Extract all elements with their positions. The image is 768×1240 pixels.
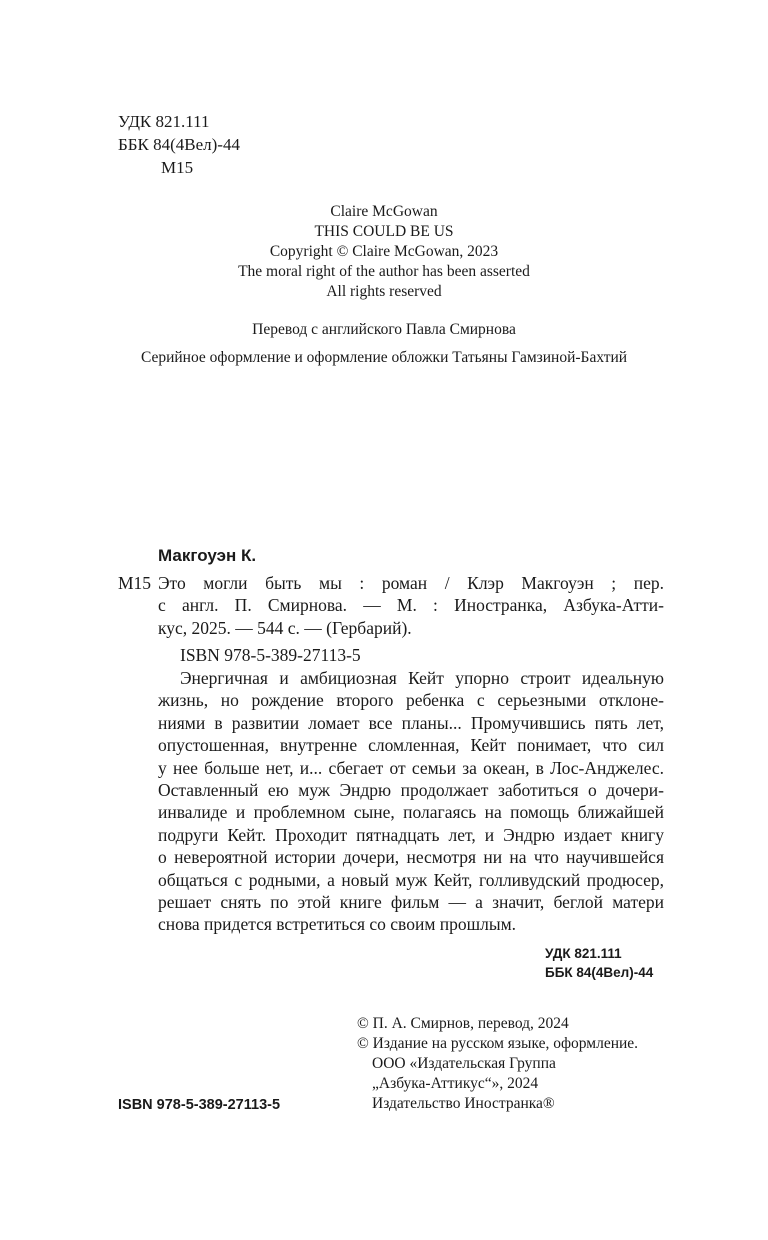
catalog-entry [158, 572, 664, 639]
annotation-line: инвалиде и проблемном сыне, полагаясь на помощь ближайшей [158, 802, 664, 823]
annotation-line: жизнь, но рождение второго ребенка с серьезными отклоне- [158, 690, 664, 711]
annotation [158, 667, 664, 936]
catalog-entry-line: с англ. П. Смирнова. — М. : Иностранка, Азбука-Атти- [158, 595, 664, 616]
original-author: Claire McGowan [330, 203, 438, 220]
design-credit: Серийное оформление и оформление обложки Татьяны Гамзиной-Бахтий [140, 349, 628, 366]
original-title: THIS COULD BE US [314, 223, 454, 240]
annotation-line: решает снять по этой книге фильм — а значит, беглой матери [158, 892, 664, 913]
copyright-imprint: Издательство Иностранка® [372, 1095, 555, 1112]
catalog-entry-line: Это могли быть мы : роман / Клэр Макгоуэн ; пер. [158, 573, 664, 593]
annotation-line: о невероятной истории дочери, несмотря ни на что научившейся [158, 847, 664, 868]
udk-small: УДК 821.111 [545, 946, 622, 961]
annotation-line: подруги Кейт. Проходит пятнадцать лет, и Эндрю издает книгу [158, 824, 664, 845]
author-sign-code: М15 [161, 158, 194, 177]
bbk-small: ББК 84(4Вел)-44 [545, 965, 654, 980]
moral-right: The moral right of the author has been asserted [238, 263, 530, 280]
copyright-publisher-line: „Азбука-Аттикус“», 2024 [372, 1075, 539, 1092]
annotation-line: у нее больше нет, и... сбегает от семьи за океан, в Лос-Анджелес. [158, 757, 664, 778]
translation-credit: Перевод с английского Павла Смирнова [252, 321, 516, 338]
annotation-line: Энергичная и амбициозная Кейт упорно строит идеальную [180, 668, 664, 688]
copyright-translation: © П. А. Смирнов, перевод, 2024 [357, 1015, 569, 1032]
annotation-line: снова придется встретиться со своим прошлым. [158, 914, 517, 935]
bottom-isbn: ISBN 978-5-389-27113-5 [118, 1097, 281, 1113]
rights-reserved: All rights reserved [326, 283, 442, 300]
catalog-author-heading: Макгоуэн К. [158, 546, 257, 565]
bbk-code: ББК 84(4Вел)-44 [118, 135, 240, 154]
annotation-line: ниями в развитии ломает все планы... Промучившись пять лет, [158, 712, 664, 733]
original-copyright: Copyright © Claire McGowan, 2023 [269, 243, 499, 260]
udk-code: УДК 821.111 [118, 112, 210, 131]
annotation-line: Оставленный ею муж Эндрю продолжает заботиться о дочери- [158, 780, 664, 801]
annotation-line: общаться с родными, а новый муж Кейт, голливудский продюсер, [158, 869, 664, 890]
copyright-edition: © Издание на русском языке, оформление. [357, 1035, 639, 1052]
catalog-isbn: ISBN 978-5-389-27113-5 [180, 645, 361, 665]
catalog-entry-line: кус, 2025. — 544 с. — (Гербарий). [158, 617, 412, 638]
annotation-line: опустошенная, внутренне сломленная, Кейт понимает, что сил [158, 735, 664, 756]
catalog-code: М15 [118, 573, 152, 593]
copyright-publisher-line: ООО «Издательская Группа [372, 1055, 556, 1072]
